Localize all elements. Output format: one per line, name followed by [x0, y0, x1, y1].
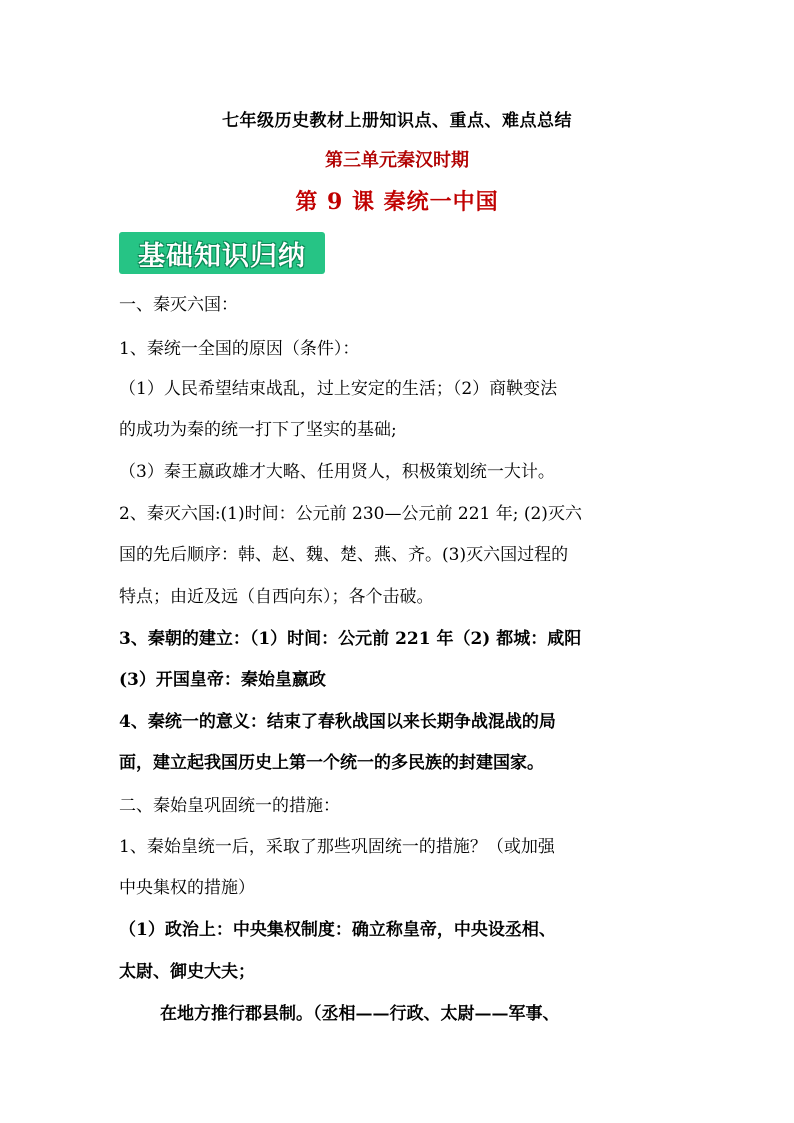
bold-line: 4、秦统一的意义：结束了春秋战国以来长期争战混战的局 [119, 712, 556, 732]
unit-title: 第三单元秦汉时期 [325, 150, 469, 171]
text-line: 1、秦统一全国的原因（条件）： [119, 339, 360, 359]
section-banner-label: 基础知识归纳 [138, 240, 306, 272]
text-line: 的成功为秦的统一打下了坚实的基础; [119, 420, 397, 440]
text-line: 1、秦始皇统一后，采取了那些巩固统一的措施？（或加强 [119, 837, 555, 857]
bold-line: 太尉、御史大夫； [119, 962, 255, 982]
bold-line: 3、秦朝的建立：（1）时间：公元前 221 年（2) 都城：咸阳 [119, 629, 582, 649]
text-line: 2、秦灭六国:(1)时间：公元前 230—公元前 221 年; (2)灭六 [119, 504, 582, 524]
bold-line: （1）政治上：中央集权制度：确立称皇帝，中央设丞相、 [119, 920, 556, 940]
section-banner [119, 232, 325, 274]
lesson-title: 第 9 课 秦统一中国 [295, 189, 499, 215]
bold-line-indented: 在地方推行郡县制。（丞相——行政、太尉——军事、 [160, 1004, 560, 1024]
text-line: 国的先后顺序：韩、赵、魏、楚、燕、齐。(3)灭六国过程的 [119, 545, 569, 565]
document-title: 七年级历史教材上册知识点、重点、难点总结 [222, 111, 572, 131]
text-line: （1）人民希望结束战乱，过上安定的生活；（2）商鞅变法 [119, 379, 558, 399]
text-line: （3）秦王嬴政雄才大略、任用贤人，积极策划统一大计。 [119, 462, 555, 482]
text-line: 特点；由近及远（自西向东）；各个击破。 [119, 587, 434, 607]
bold-line: (3）开国皇帝：秦始皇嬴政 [119, 670, 326, 690]
text-line: 中央集权的措施） [119, 878, 255, 898]
bold-line: 面，建立起我国历史上第一个统一的多民族的封建国家。 [119, 753, 544, 773]
heading-consolidation-measures: 二、秦始皇巩固统一的措施： [119, 796, 340, 816]
heading-qin-conquers: 一、秦灭六国： [119, 295, 238, 315]
